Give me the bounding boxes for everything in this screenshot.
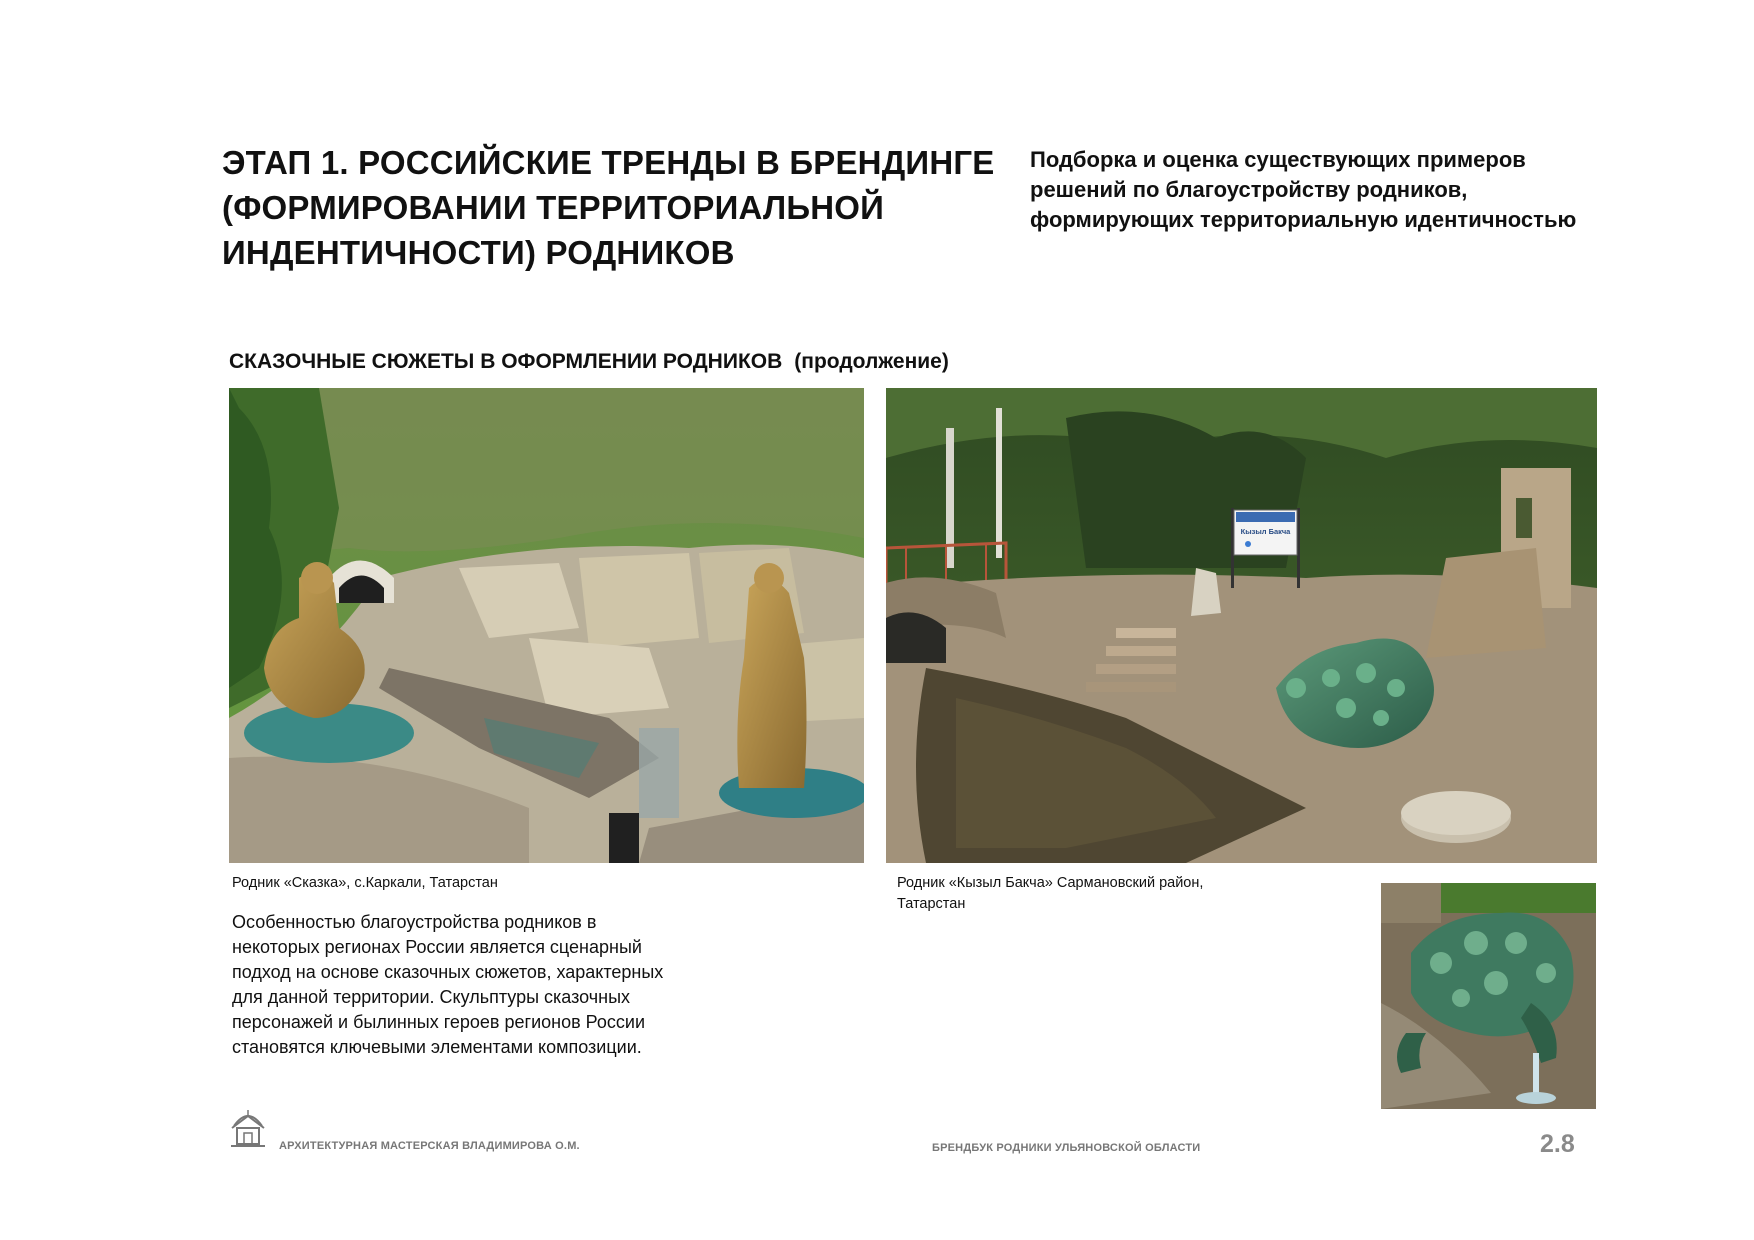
description-line-4: для данной территории. Скульптуры сказочных	[232, 987, 631, 1007]
page-title	[222, 140, 995, 275]
spring-skazka-caption: Родник «Сказка», с.Каркали, Татарстан	[232, 875, 498, 891]
spring-kyzyl-bakcha-caption	[897, 873, 1203, 915]
description-text	[232, 910, 712, 1060]
spring-sign-text: Кызыл Бакча	[1240, 527, 1291, 536]
page-subtitle-line-3: формирующих территориальную идентичностью	[1030, 207, 1577, 232]
spring-kyzyl-bakcha-caption-line-1: Родник «Кызыл Бакча» Сармановский район,	[897, 875, 1204, 891]
footer-studio-name: АРХИТЕКТУРНАЯ МАСТЕРСКАЯ ВЛАДИМИРОВА О.М.	[279, 1140, 580, 1152]
description-line-1: Особенностью благоустройства родников в	[232, 912, 597, 932]
page-title-line-1: ЭТАП 1. РОССИЙСКИЕ ТРЕНДЫ В БРЕНДИНГЕ	[222, 144, 995, 181]
page-number: 2.8	[1540, 1130, 1575, 1158]
page-title-line-2: (ФОРМИРОВАНИИ ТЕРРИТОРИАЛЬНОЙ	[222, 189, 885, 226]
section-heading-text: СКАЗОЧНЫЕ СЮЖЕТЫ В ОФОРМЛЕНИИ РОДНИКОВ	[229, 350, 783, 373]
spring-kyzyl-bakcha-photo	[886, 388, 1597, 863]
page-subtitle-line-2: решений по благоустройству родников,	[1030, 177, 1468, 202]
section-heading	[229, 350, 949, 374]
spring-kyzyl-bakcha-caption-line-2: Татарстан	[897, 896, 966, 912]
page-subtitle-line-1: Подборка и оценка существующих примеров	[1030, 147, 1526, 172]
description-line-3: подход на основе сказочных сюжетов, характерных	[232, 962, 664, 982]
footer-brandbook-title: БРЕНДБУК РОДНИКИ УЛЬЯНОВСКОЙ ОБЛАСТИ	[932, 1142, 1201, 1154]
section-heading-note: (продолжение)	[794, 350, 949, 373]
description-line-5: персонажей и былинных героев регионов России	[232, 1012, 645, 1032]
description-line-6: становятся ключевыми элементами композиции.	[232, 1037, 642, 1057]
spring-skazka-photo	[229, 388, 864, 863]
page-title-line-3: ИНДЕНТИЧНОСТИ) РОДНИКОВ	[222, 234, 735, 271]
frog-sculpture-photo	[1381, 883, 1596, 1109]
architect-house-logo-icon	[228, 1108, 268, 1150]
page-subtitle	[1030, 145, 1630, 235]
description-line-2: некоторых регионах России является сценарный	[232, 937, 642, 957]
